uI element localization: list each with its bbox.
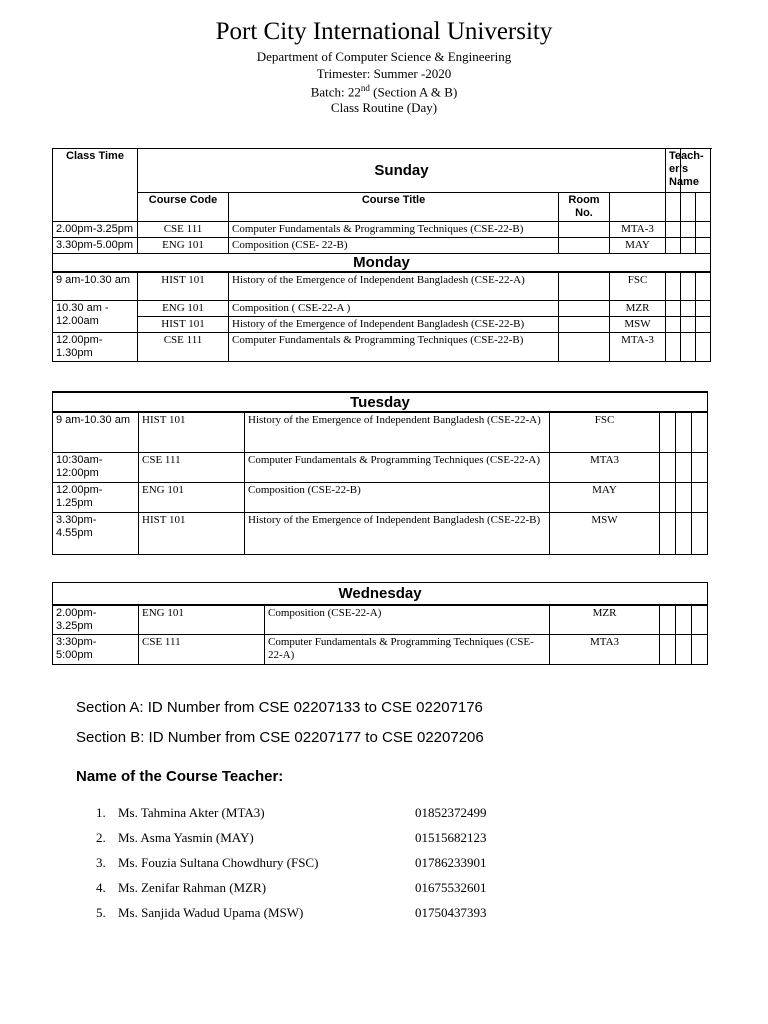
empty-cell — [692, 412, 708, 452]
monday-header-row — [53, 254, 711, 272]
empty-cell — [696, 301, 711, 317]
course-code-header: Course Code — [138, 193, 229, 222]
list-number: 1. — [96, 805, 106, 820]
teacher-code: FSC — [610, 272, 666, 301]
empty-cell — [681, 301, 696, 317]
empty-cell — [666, 222, 681, 238]
teacher-item — [96, 855, 318, 871]
list-number: 2. — [96, 830, 106, 845]
sunday-monday-table — [52, 148, 711, 362]
empty-cell — [676, 635, 692, 665]
teacher-name: Ms. Sanjida Wadud Upama (MSW) — [118, 905, 304, 920]
table-row — [53, 412, 708, 452]
teacher-item — [96, 805, 265, 821]
empty-cell — [681, 238, 696, 254]
course-code: CSE 111 — [139, 452, 245, 482]
room-no — [559, 301, 610, 317]
empty-cell — [692, 635, 708, 665]
day-sunday: Sunday — [138, 149, 666, 193]
teacher-phone: 01786233901 — [415, 855, 487, 870]
section-a-info: Section A: ID Number from CSE 02207133 to CSE 02207176 — [76, 699, 483, 716]
list-number: 3. — [96, 855, 106, 870]
empty-cell — [696, 193, 711, 222]
class-time: 10.30 am - 12.00am — [53, 301, 138, 333]
table-row — [53, 605, 708, 635]
teacher-header: Teach-er's Name — [666, 149, 681, 193]
empty-cell — [660, 635, 676, 665]
empty-cell — [692, 512, 708, 554]
teacher-code: FSC — [550, 412, 660, 452]
course-title: History of the Emergence of Independent Bangladesh (CSE-22-A) — [245, 412, 550, 452]
table-row — [53, 317, 711, 333]
list-number: 5. — [96, 905, 106, 920]
table-row — [53, 452, 708, 482]
empty-cell — [692, 605, 708, 635]
teacher-name: Ms. Fouzia Sultana Chowdhury (FSC) — [118, 855, 319, 870]
empty-cell — [692, 482, 708, 512]
empty-cell — [676, 482, 692, 512]
trimester-line: Trimester: Summer -2020 — [316, 66, 452, 81]
day-monday: Monday — [53, 254, 711, 272]
room-no — [559, 222, 610, 238]
teacher-name: Ms. Zenifar Rahman (MZR) — [118, 880, 267, 895]
teacher-code: MTA3 — [550, 452, 660, 482]
teacher-code: MTA-3 — [610, 333, 666, 362]
table-row — [53, 482, 708, 512]
teacher-code: MTA3 — [550, 635, 660, 665]
course-code: HIST 101 — [138, 272, 229, 301]
batch-section: (Section A & B) — [369, 84, 458, 100]
teacher-code: MSW — [550, 512, 660, 554]
course-title: Computer Fundamentals & Programming Techniques (CSE-22-B) — [229, 222, 559, 238]
column-header-row — [53, 193, 711, 222]
empty-cell — [692, 452, 708, 482]
course-title: Composition ( CSE-22-A ) — [229, 301, 559, 317]
empty-cell — [610, 193, 666, 222]
university-title: Port City International University — [215, 18, 553, 45]
teacher-name: Ms. Tahmina Akter (MTA3) — [118, 805, 265, 820]
course-title: Composition (CSE- 22-B) — [229, 238, 559, 254]
course-code: HIST 101 — [139, 512, 245, 554]
teacher-item — [96, 905, 303, 921]
table-row — [53, 512, 708, 554]
wednesday-table — [52, 582, 708, 665]
empty-cell — [681, 272, 696, 301]
class-time: 3:30pm- 5:00pm — [53, 635, 139, 665]
course-title: Composition (CSE-22-A) — [265, 605, 550, 635]
class-time-header: Class Time — [53, 149, 138, 222]
table-row — [53, 272, 711, 301]
table-row — [53, 635, 708, 665]
course-code: ENG 101 — [139, 605, 265, 635]
room-header: Room No. — [559, 193, 610, 222]
batch-line — [0, 83, 768, 100]
table-row — [53, 301, 711, 317]
teacher-name: Ms. Asma Yasmin (MAY) — [118, 830, 254, 845]
course-code: HIST 101 — [138, 317, 229, 333]
teacher-item — [96, 880, 266, 896]
department-line: Department of Computer Science & Engineering — [256, 49, 512, 64]
course-code: CSE 111 — [138, 333, 229, 362]
empty-cell — [681, 317, 696, 333]
empty-cell — [681, 333, 696, 362]
wednesday-header-row — [53, 583, 708, 605]
empty-cell — [660, 605, 676, 635]
class-time: 9 am-10.30 am — [53, 272, 138, 301]
day-tuesday: Tuesday — [53, 392, 708, 412]
room-no — [559, 317, 610, 333]
teacher-code: MSW — [610, 317, 666, 333]
teacher-code: MAY — [550, 482, 660, 512]
teacher-code: MTA-3 — [610, 222, 666, 238]
empty-cell — [666, 333, 681, 362]
empty-cell — [676, 512, 692, 554]
empty-cell — [696, 272, 711, 301]
teachers-heading: Name of the Course Teacher: — [76, 768, 284, 785]
routine-line: Class Routine (Day) — [330, 100, 438, 115]
teacher-phone: 01852372499 — [415, 805, 487, 820]
room-no — [559, 333, 610, 362]
tuesday-table — [52, 391, 708, 555]
teacher-phone: 01750437393 — [415, 905, 487, 920]
sunday-header-row — [53, 149, 711, 193]
class-time: 2.00pm- 3.25pm — [53, 605, 139, 635]
empty-cell — [660, 482, 676, 512]
class-time: 12.00pm- 1.30pm — [53, 333, 138, 362]
table-row — [53, 333, 711, 362]
teacher-code: MZR — [550, 605, 660, 635]
teacher-code: MZR — [610, 301, 666, 317]
course-code: HIST 101 — [139, 412, 245, 452]
teacher-code: MAY — [610, 238, 666, 254]
teacher-item — [96, 830, 254, 846]
course-title: Computer Fundamentals & Programming Techniques (CSE-22-A) — [245, 452, 550, 482]
empty-cell — [676, 452, 692, 482]
class-time: 3.30pm- 4.55pm — [53, 512, 139, 554]
class-time: 12.00pm- 1.25pm — [53, 482, 139, 512]
course-code: CSE 111 — [138, 222, 229, 238]
tuesday-header-row — [53, 392, 708, 412]
empty-cell — [696, 317, 711, 333]
empty-cell — [666, 238, 681, 254]
empty-cell — [681, 222, 696, 238]
empty-cell — [660, 452, 676, 482]
table-row — [53, 222, 711, 238]
class-time: 10:30am- 12:00pm — [53, 452, 139, 482]
empty-cell — [660, 412, 676, 452]
section-b-info: Section B: ID Number from CSE 02207177 to CSE 02207206 — [76, 729, 484, 746]
room-no — [559, 238, 610, 254]
course-code: ENG 101 — [139, 482, 245, 512]
course-code: ENG 101 — [138, 238, 229, 254]
course-code: CSE 111 — [139, 635, 265, 665]
course-title: History of the Emergence of Independent Bangladesh (CSE-22-B) — [229, 317, 559, 333]
course-title: History of the Emergence of Independent Bangladesh (CSE-22-B) — [245, 512, 550, 554]
course-code: ENG 101 — [138, 301, 229, 317]
empty-cell — [676, 412, 692, 452]
course-title: Composition (CSE-22-B) — [245, 482, 550, 512]
room-no — [559, 272, 610, 301]
batch-ordinal: nd — [360, 83, 370, 93]
teacher-phone: 01515682123 — [415, 830, 487, 845]
day-wednesday: Wednesday — [53, 583, 708, 605]
table-row — [53, 238, 711, 254]
empty-cell — [666, 301, 681, 317]
empty-cell — [696, 333, 711, 362]
empty-cell — [696, 238, 711, 254]
course-title-header: Course Title — [229, 193, 559, 222]
class-time: 9 am-10.30 am — [53, 412, 139, 452]
class-time: 3.30pm-5.00pm — [53, 238, 138, 254]
teacher-phone: 01675532601 — [415, 880, 487, 895]
course-title: Computer Fundamentals & Programming Techniques (CSE-22-A) — [265, 635, 550, 665]
list-number: 4. — [96, 880, 106, 895]
empty-cell — [666, 317, 681, 333]
empty-cell — [666, 193, 681, 222]
class-time: 2.00pm-3.25pm — [53, 222, 138, 238]
batch-text: Batch: 22 — [310, 84, 361, 100]
course-title: Computer Fundamentals & Programming Techniques (CSE-22-B) — [229, 333, 559, 362]
empty-cell — [696, 222, 711, 238]
empty-cell — [660, 512, 676, 554]
course-title: History of the Emergence of Independent Bangladesh (CSE-22-A) — [229, 272, 559, 301]
empty-cell — [676, 605, 692, 635]
empty-cell — [681, 193, 696, 222]
empty-cell — [666, 272, 681, 301]
